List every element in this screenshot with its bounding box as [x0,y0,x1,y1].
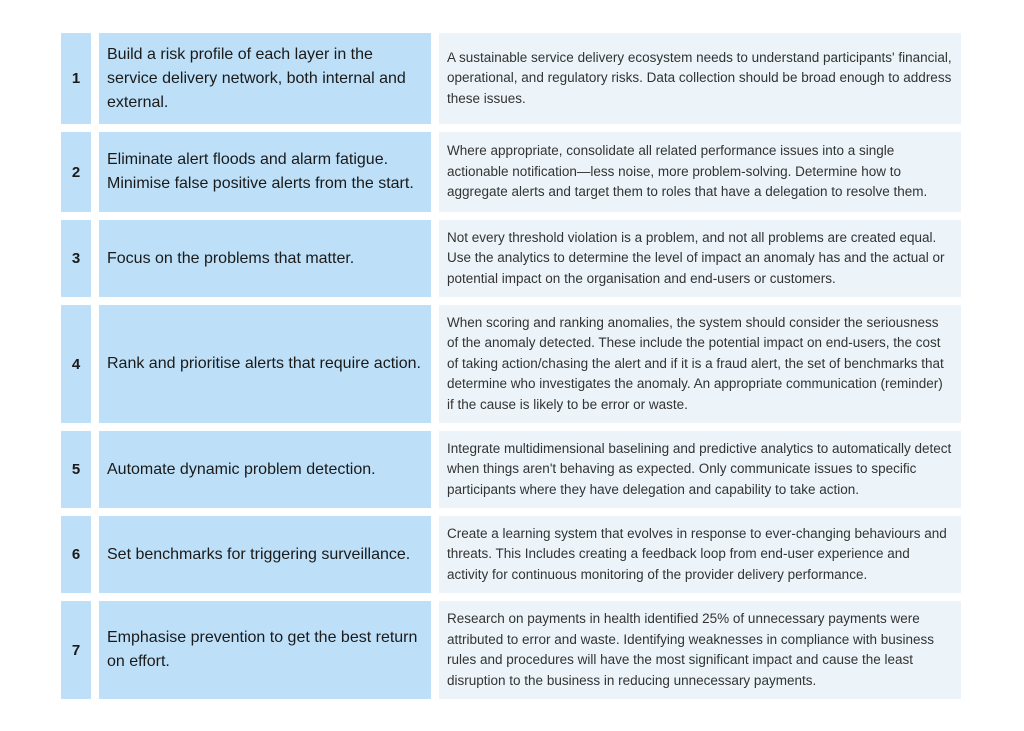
row-number: 4 [61,305,91,423]
row-number: 2 [61,132,91,212]
row-title: Build a risk profile of each layer in the service delivery network, both internal and external. [99,33,431,124]
row-description: When scoring and ranking anomalies, the system should consider the seriousness of the anomaly detected. These include the potential impact on end-users, the cost of taking action/chasing the alert and if it is a fraud alert, the set of benchmarks that determine who investigates the anomaly. An appropriate communication (reminder) if the cause is likely to be error or waste. [439,305,961,423]
row-number: 3 [61,220,91,297]
row-number: 6 [61,516,91,593]
table-row [61,132,963,212]
row-number: 5 [61,431,91,508]
row-title: Eliminate alert floods and alarm fatigue. Minimise false positive alerts from the start. [99,132,431,212]
row-title: Focus on the problems that matter. [99,220,431,297]
row-description: Integrate multidimensional baselining and predictive analytics to automatically detect when things aren't behaving as expected. Only communicate issues to specific participants where they have delegation and capability to take action. [439,431,961,508]
table-row [61,601,963,699]
row-description: Not every threshold violation is a problem, and not all problems are created equal. Use the analytics to determine the level of impact an anomaly has and the actual or potential impact on the organisation and end-users or customers. [439,220,961,297]
row-number: 7 [61,601,91,699]
row-title: Rank and prioritise alerts that require action. [99,305,431,423]
table-row [61,431,963,508]
best-practices-table [61,33,963,699]
table-row [61,305,963,423]
row-description: Create a learning system that evolves in response to ever-changing behaviours and threats. This Includes creating a feedback loop from end-user experience and activity for continuous monitoring of the provider delivery performance. [439,516,961,593]
table-row [61,33,963,124]
row-description: A sustainable service delivery ecosystem needs to understand participants' financial, operational, and regulatory risks. Data collection should be broad enough to address these issues. [439,33,961,124]
row-description: Research on payments in health identified 25% of unnecessary payments were attributed to error and waste. Identifying weaknesses in compliance with business rules and procedures will have the most significant impact and cause the least disruption to the business in reducing unnecessary payments. [439,601,961,699]
row-title: Automate dynamic problem detection. [99,431,431,508]
table-row [61,516,963,593]
row-title: Emphasise prevention to get the best return on effort. [99,601,431,699]
table-row [61,220,963,297]
row-description: Where appropriate, consolidate all related performance issues into a single actionable notification—less noise, more problem-solving. Determine how to aggregate alerts and target them to roles that have a delegation to resolve them. [439,132,961,212]
row-number: 1 [61,33,91,124]
row-title: Set benchmarks for triggering surveillance. [99,516,431,593]
